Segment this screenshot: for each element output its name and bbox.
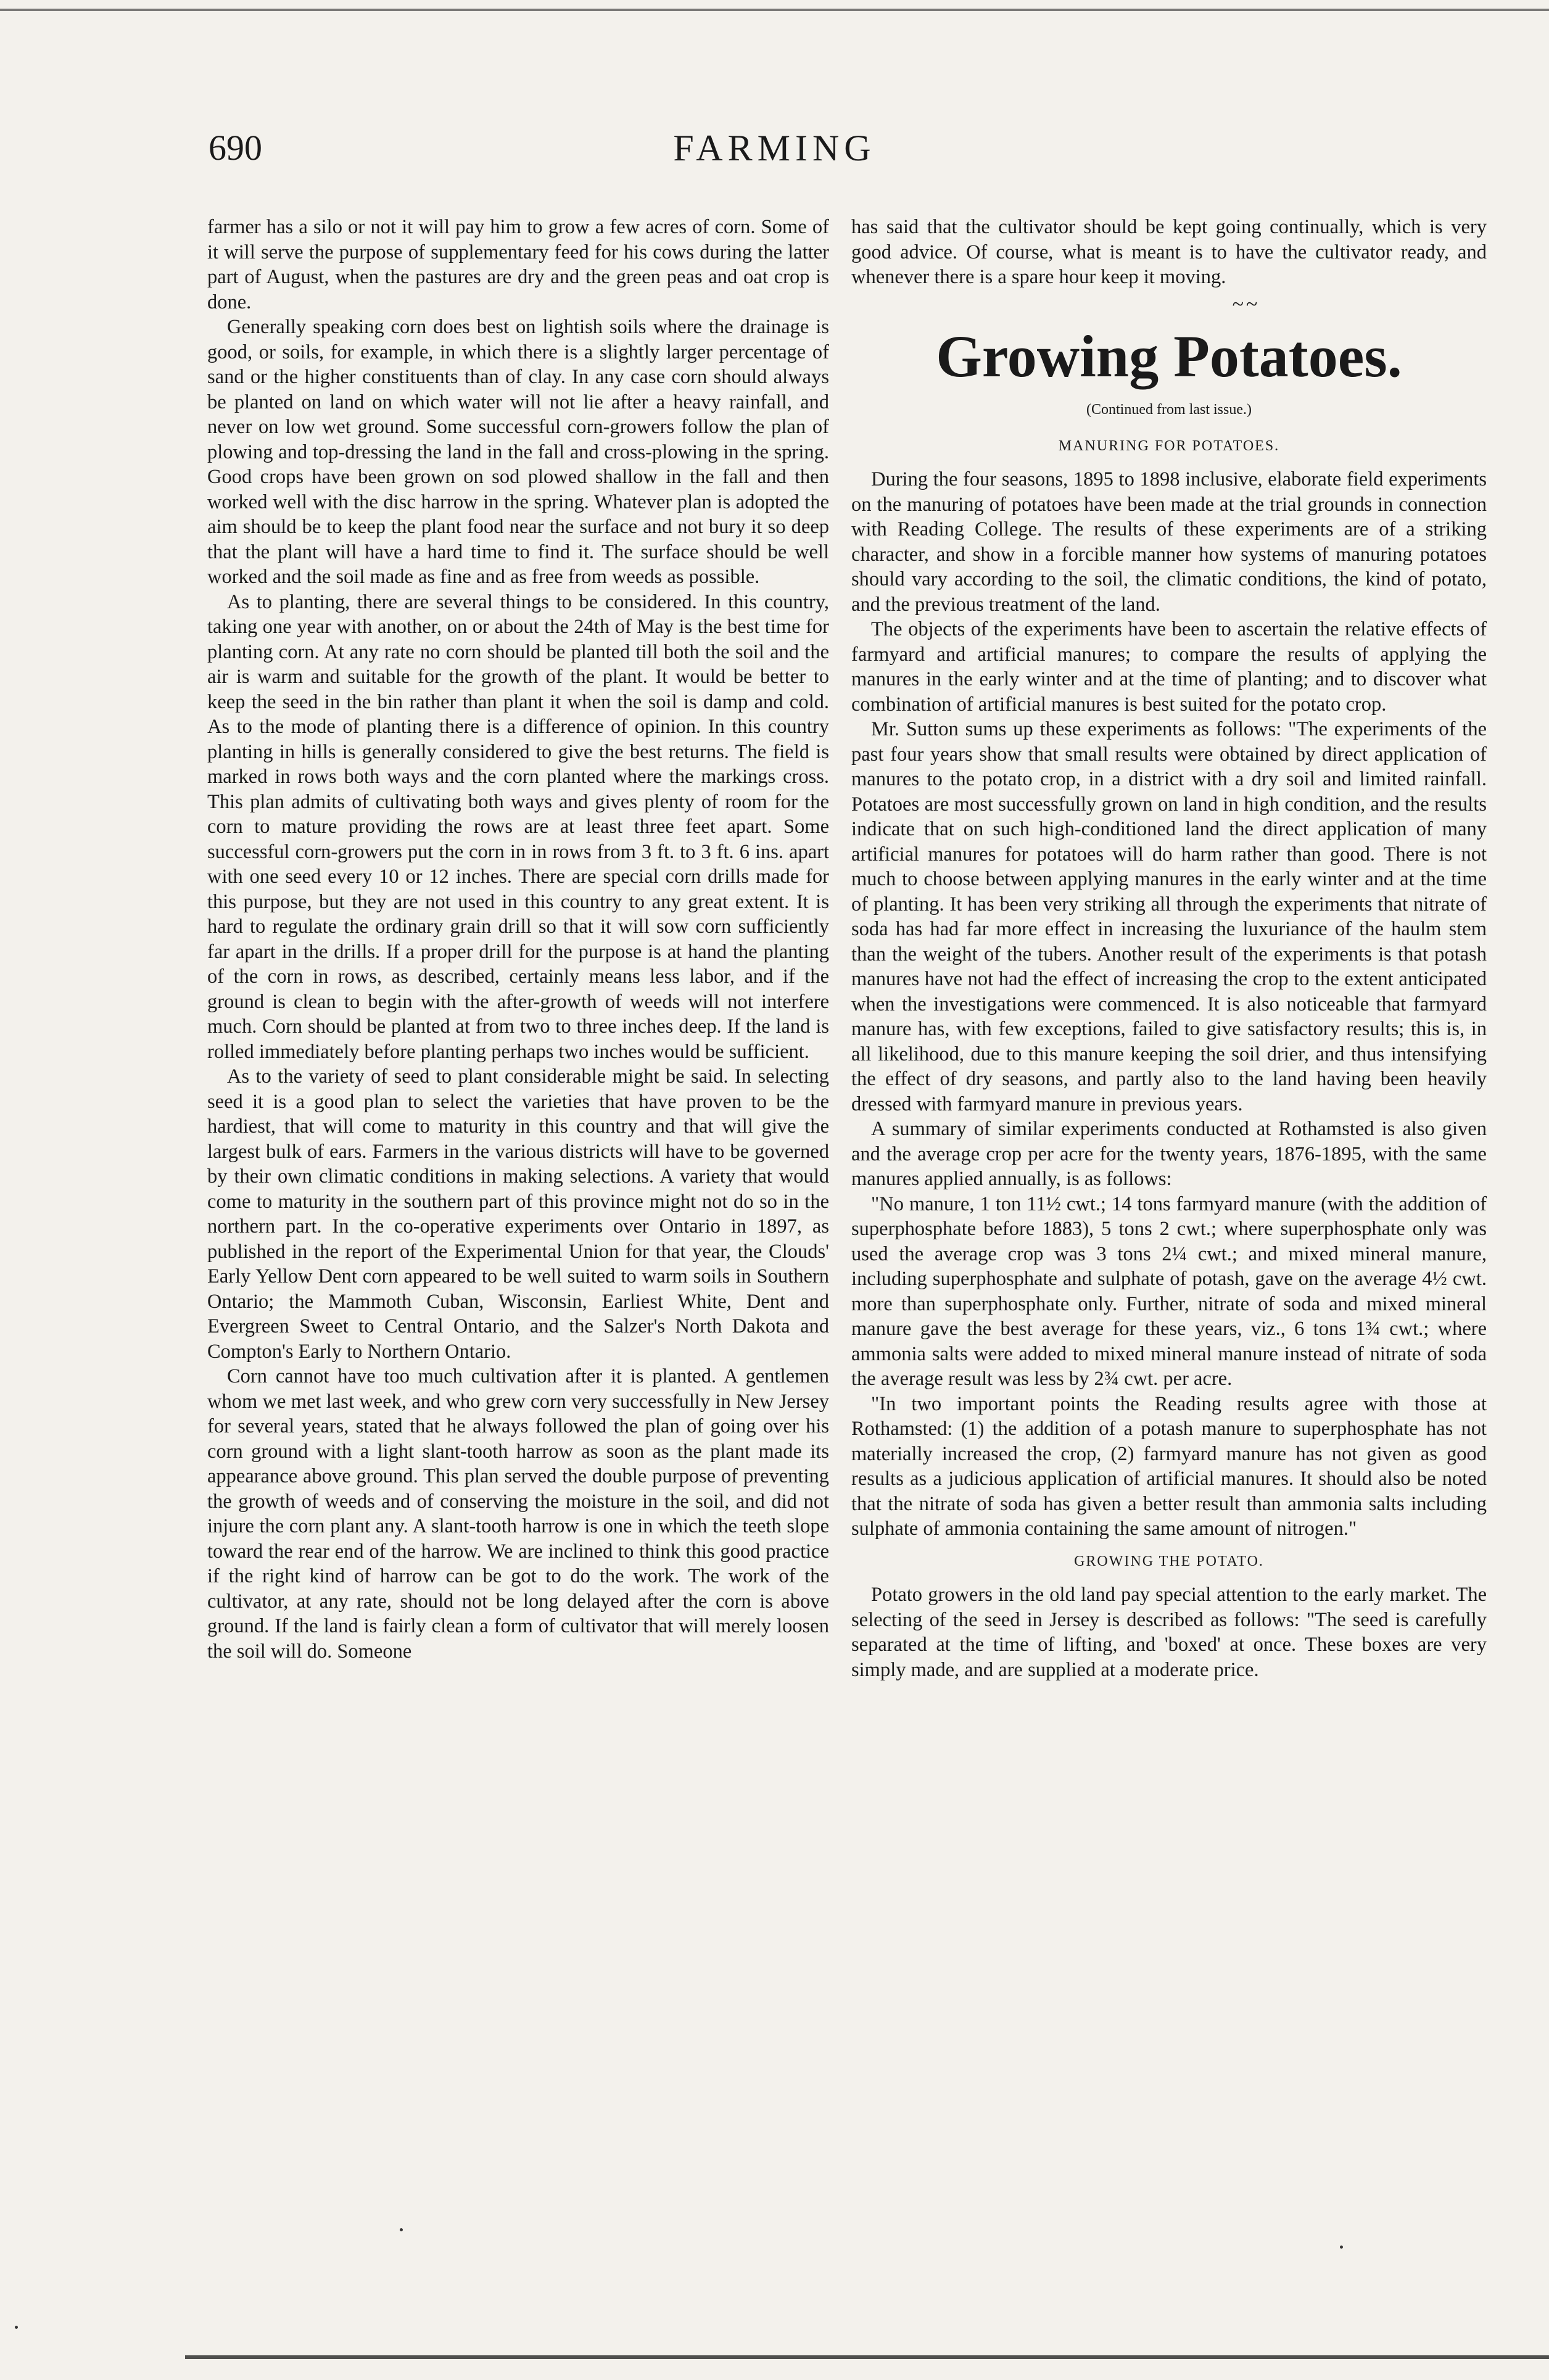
paragraph: As to planting, there are several things to be considered. In this country, taking one year with another, on or about the 24th of May is the best time for planting corn. At any rate no corn should be planted till both the soil and the air is warm and suitable for the growth of the plant. It would be better to keep the seed in the bin rather than plant it when the soil is damp and cold. As to the mode of planting there is a difference of opinion. In this country planting in hills is generally considered to give the best returns. The field is marked in rows both ways and the corn planted where the markings cross. This plan admits of cultivating both ways and gives plenty of room for the corn to mature providing the rows are at least three feet apart. Some successful corn-growers put the corn in in rows from 3 ft. to 3 ft. 6 ins. apart with one seed every 10 or 12 inches. There are special corn drills made for this purpose, but they are not used in this country to any great extent. It is hard to regulate the ordinary grain drill so that it will sow corn sufficiently far apart in the drills. If a proper drill for the purpose is at hand the planting of the corn in rows, as described, certainly means less labor, and if the ground is clean to begin with the after-growth of weeds will not interfere much. Corn should be planted at from two to three inches deep. If the land is rolled immediately before planting perhaps two inches would be sufficient. (207, 590, 829, 1063)
paragraph: Potato growers in the old land pay special attention to the early market. The selecting of the seed in Jersey is described as follows: "The seed is carefully separated at the time of lifting, and 'boxed' at once. These boxes are very simply made, and are supplied at a moderate price. (851, 1584, 1487, 1681)
ornament-divider: ~~ (1232, 292, 1260, 316)
paragraph: Corn cannot have too much cultivation after it is planted. A gentlemen whom we met last week, and who grew corn very successfully in New Jersey for several years, stated that he always followed the plan of going over his corn ground with a light slant-tooth harrow as soon as the plant made its appearance above ground. This plan served the double purpose of preventing the growth of weeds and of conserving the moisture in the soil, and did not injure the corn plant any. A slant-tooth harrow is one in which the teeth slope toward the rear end of the harrow. We are inclined to think this good practice if the right kind of harrow can be got to do the work. The work of the cultivator, at any rate, should not be long delayed after the corn is above ground. If the land is fairly clean a form of cultivator that will merely loosen the soil will do. Someone (207, 1365, 829, 1663)
speck (1340, 2246, 1343, 2249)
article-title: Growing Potatoes. (936, 323, 1402, 389)
paragraph: farmer has a silo or not it will pay him to grow a few acres of corn. Some of it will serve the purpose of supplementary feed for his cows during the latter part of August, when the pastures are dry and the green peas and oat crop is done. (207, 216, 829, 313)
section-subhead: MANURING FOR POTATOES. (1058, 437, 1280, 454)
speck (400, 2228, 403, 2231)
top-rule (0, 9, 1549, 11)
paragraph: Mr. Sutton sums up these experiments as follows: "The experiments of the past four years show that small results were obtained by direct application of manures to the potato crop, in a district with a dry soil and limited rainfall. Potatoes are most successfully grown on land in high condition, and the results indicate that on such high-conditioned land the direct application of many artificial manures for potatoes will do harm rather than good. There is not much to choose between applying manures in the early winter and at the time of planting. It has been very striking all through the experiments that nitrate of soda has had far more effect in increasing the luxuriance of the haulm stem than the weight of the tubers. Another result of the experiments is that potash manures have not had the effect of increasing the crop to the extent anticipated when the investigations were commenced. It is also noticeable that farmyard manure has, with few exceptions, failed to give satisfactory results; this is, in all likelihood, due to this manure keeping the soil drier, and thus intensifying the effect of dry seasons, and partly also to the land having been heavily dressed with farmyard manure in previous years. (851, 718, 1487, 1115)
paragraph: has said that the cultivator should be kept going continually, which is very good advice. Of course, what is meant is to have the cultivator ready, and whenever there is a spare hour keep it moving. (851, 216, 1487, 288)
paragraph: A summary of similar experiments conducted at Rothamsted is also given and the average crop per acre for the twenty years, 1876-1895, with the same manures applied annually, is as follows: (851, 1118, 1487, 1190)
paragraph: Generally speaking corn does best on lightish soils where the drainage is good, or soils, for example, in which there is a slightly larger percentage of sand or the higher constituents than of clay. In any case corn should always be planted on land on which water will not lie after a heavy rainfall, and never on low wet ground. Some successful corn-growers follow the plan of plowing and top-dressing the land in the fall and cross-plowing in the spring. Good crops have been grown on sod plowed shallow in the fall and then worked well with the disc harrow in the spring. Whatever plan is adopted the aim should be to keep the plant food near the surface and not bury it so deep that the plant will have a hard time to find it. The surface should be well worked and the soil made as fine and as free from weeds as possible. (207, 316, 829, 588)
paragraph: "In two important points the Reading results agree with those at Rothamsted: (1) the addition of a potash manure to superphosphate has not materially increased the crop, (2) farmyard manure has not given as good results as a judicious application of artificial manures. It should also be noted that the nitrate of soda has given a better result than ammonia salts including sulphate of ammonia containing the same amount of nitrogen." (851, 1392, 1487, 1540)
section-subhead: GROWING THE POTATO. (1074, 1553, 1264, 1569)
left-column (207, 215, 829, 1664)
running-head: FARMING (673, 128, 876, 168)
right-column (851, 215, 1487, 1682)
paragraph: "No manure, 1 ton 11½ cwt.; 14 tons farmyard manure (with the addition of superphosphate before 1883), 5 tons 2 cwt.; where superphosphate only was used the average crop was 3 tons 2¼ cwt.; and mixed mineral manure, including superphosphate and sulphate of potash, gave on the average 4½ cwt. more than superphosphate only. Further, nitrate of soda and mixed mineral manure gave the best average for these years, viz., 6 tons 1¾ cwt.; where ammonia salts were added to mixed mineral manure instead of nitrate of soda the average result was less by 2¾ cwt. per acre. (851, 1192, 1487, 1390)
bottom-rule (185, 2355, 1549, 2359)
paragraph: During the four seasons, 1895 to 1898 inclusive, elaborate field experiments on the manuring of potatoes have been made at the trial grounds in connection with Reading College. The results of these experiments are of a striking character, and show in a forcible manner how systems of manuring potatoes should vary according to the soil, the climatic conditions, the kind of potato, and the previous treatment of the land. (851, 468, 1487, 616)
paragraph: The objects of the experiments have been to ascertain the relative effects of farmyard and artificial manures; to compare the results of applying the manures in the early winter and at the time of planting; and to discover what combination of artificial manures is best suited for the potato crop. (851, 618, 1487, 716)
speck (15, 2326, 18, 2329)
continued-note: (Continued from last issue.) (1086, 402, 1252, 418)
paragraph: As to the variety of seed to plant considerable might be said. In selecting seed it is a good plan to select the varieties that have proven to be the hardiest, that will come to maturity in this country and that will give the largest bulk of ears. Farmers in the various districts will have to be governed by their own climatic conditions in making selections. A variety that would come to maturity in the southern part of this province might not do so in the northern part. In the co-operative experiments over Ontario in 1897, as published in the report of the Experimental Union for that year, the Clouds' Early Yellow Dent corn appeared to be well suited to warm soils in Southern Ontario; the Mammoth Cuban, Wisconsin, Earliest White, Dent and Evergreen Sweet to Central Ontario, and the Salzer's North Dakota and Compton's Early to Northern Ontario. (207, 1065, 829, 1363)
page-number: 690 (209, 128, 262, 168)
